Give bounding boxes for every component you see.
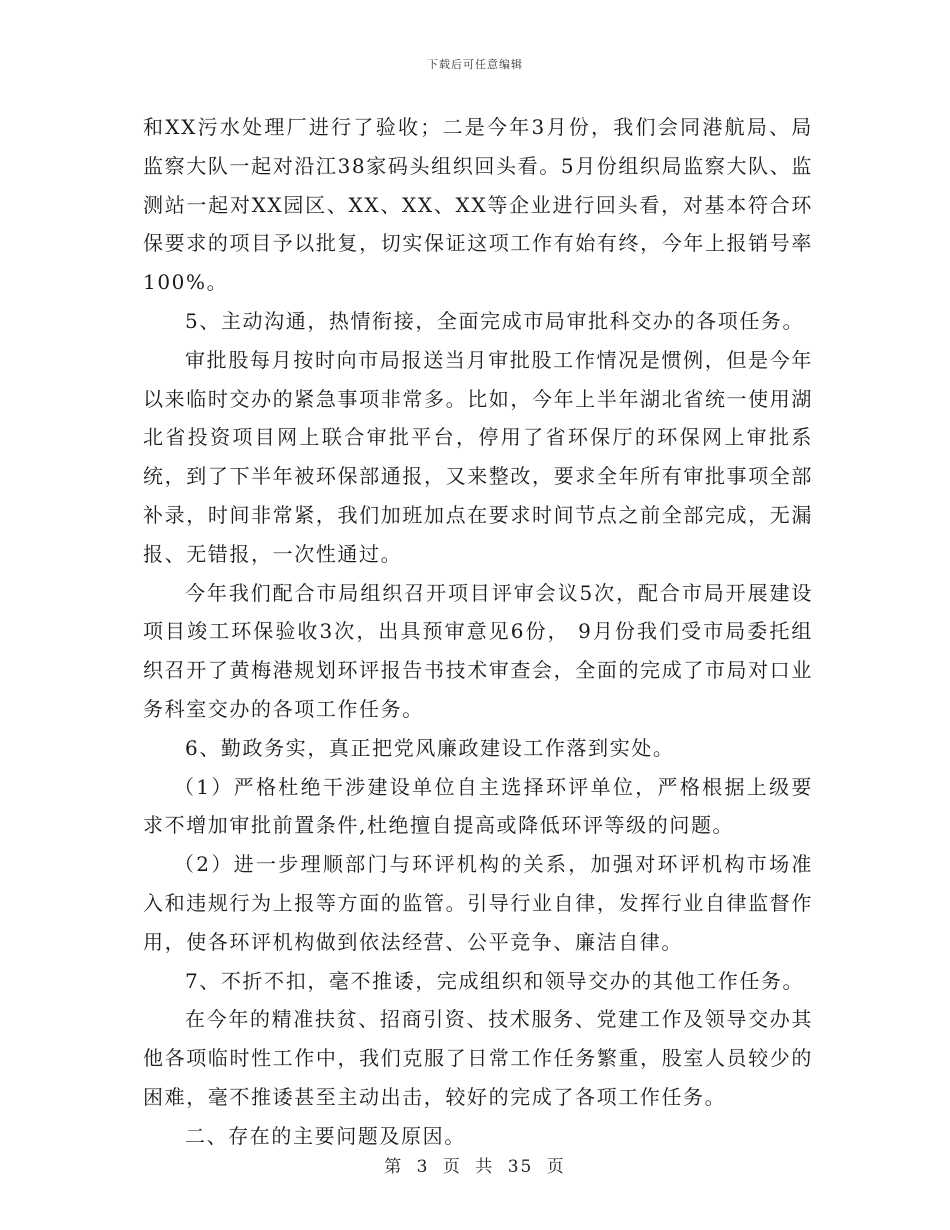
page-number: 第 3 页 共 35 页 xyxy=(384,1157,566,1177)
document-body xyxy=(143,108,813,1156)
list-item-1: （1）严格杜绝干涉建设单位自主选择环评单位，严格根据上级要求不增加审批前置条件,杜绝擅自提高或降低环评等级的问题。 xyxy=(143,774,813,838)
paragraph-other-tasks: 在今年的精准扶贫、招商引资、技术服务、党建工作及领导交办其他各项临时性工作中，我们克服了日常工作任务繁重，股室人员较少的困难，毫不推诿甚至主动出击，较好的完成了各项工作任务。 xyxy=(143,1007,813,1109)
section-heading-problems: 二、存在的主要问题及原因。 xyxy=(185,1123,466,1148)
paragraph-approval-reporting: 审批股每月按时向市局报送当月审批股工作情况是惯例，但是今年以来临时交办的紧急事项非常多。比如，今年上半年湖北省统一使用湖北省投资项目网上联合审批平台，停用了省环保厅的环保网上审批系统，到了下半年被环保部通报，又来整改，要求全年所有审批事项全部补录，时间非常紧，我们加班加点在要求时间节点之前全部完成，无漏报、无错报，一次性通过。 xyxy=(143,347,813,566)
list-item-2: （2）进一步理顺部门与环评机构的关系，加强对环评机构市场准入和违规行为上报等方面的监管。引导行业自律，发挥行业自律监督作用，使各环评机构做到依法经营、公平竞争、廉洁自律。 xyxy=(143,852,813,954)
paragraph-review-meetings: 今年我们配合市局组织召开项目评审会议5次，配合市局开展建设项目竣工环保验收3次，出具预审意见6份， 9月份我们受市局委托组织召开了黄梅港规划环评报告书技术审查会，全面的完成了市局对口业务科室交办的各项工作任务。 xyxy=(143,580,813,721)
section-heading-5: 5、主动沟通，热情衔接，全面完成市局审批科交办的各项任务。 xyxy=(185,308,805,333)
paragraph-continuation: 和XX污水处理厂进行了验收；二是今年3月份，我们会同港航局、局监察大队一起对沿江38家码头组织回头看。5月份组织局监察大队、监测站一起对XX园区、XX、XX、XX等企业进行回头看，对基本符合环保要求的项目予以批复，切实保证这项工作有始有终，今年上报销号率100%。 xyxy=(143,115,813,295)
section-heading-6: 6、勤政务实，真正把党风廉政建设工作落到实处。 xyxy=(185,735,675,760)
page-header-note: 下载后可任意编辑 xyxy=(427,58,523,71)
section-heading-7: 7、不折不扣，毫不推诿，完成组织和领导交办的其他工作任务。 xyxy=(185,968,805,993)
